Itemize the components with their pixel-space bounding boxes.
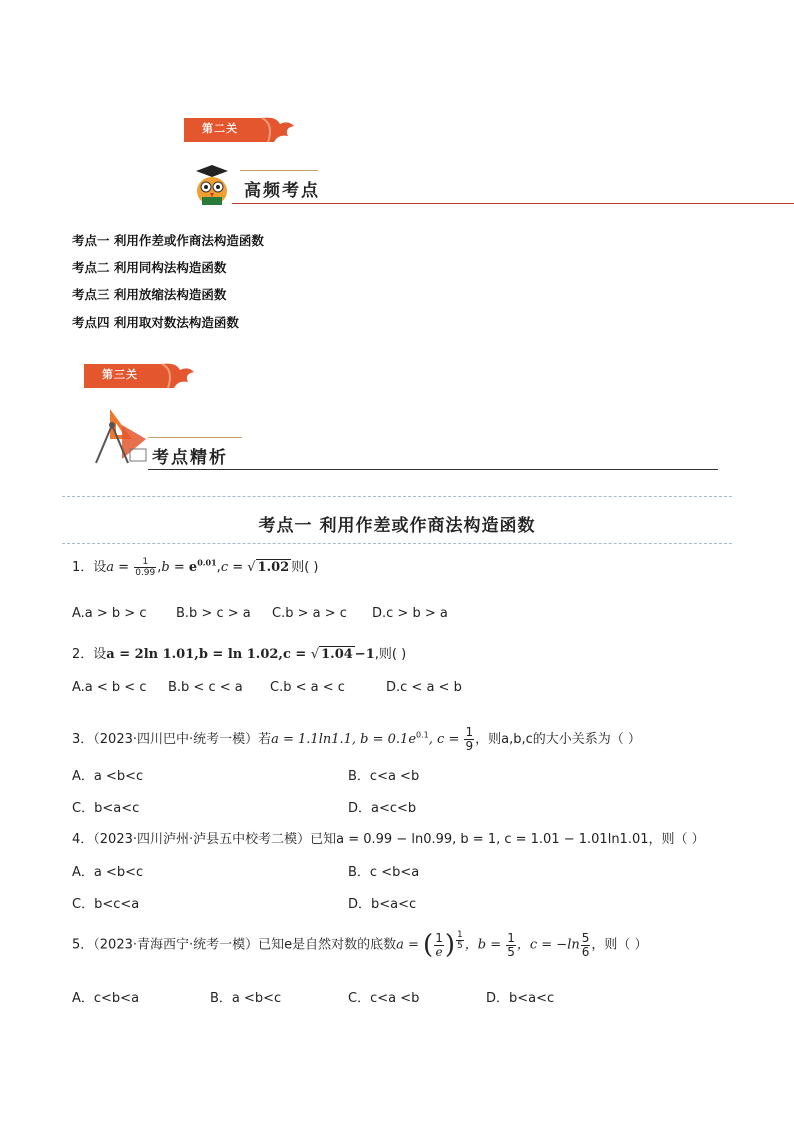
q5-option-d[interactable]: D．b<a<c — [486, 991, 555, 1006]
kaodian-item-1: 考点一 利用作差或作商法构造函数 — [72, 233, 264, 248]
analysis-title: 考点精析 — [152, 448, 228, 468]
level2-label: 第二关 — [202, 122, 238, 135]
question-5: 5．（2023·青海西宁·统考一模）已知e是自然对数的底数a = ( $\frac{1}{e}$ ) $^{\frac{1}{5}}$ ，b = $\frac{1}{5}$ ，c = −ln $\frac{5}{6}$ ，则（ ） — [72, 930, 648, 960]
q3-option-b[interactable]: B．c<a <b — [348, 769, 420, 784]
q2-option-b[interactable]: B.b < c < a — [168, 680, 243, 695]
level3-label: 第三关 — [102, 368, 138, 381]
q3-option-c[interactable]: C．b<a<c — [72, 801, 140, 816]
q4-option-d[interactable]: D．b<a<c — [348, 897, 417, 912]
high-freq-rule — [232, 203, 794, 204]
analysis-top-line — [148, 437, 242, 438]
q4-option-c[interactable]: C．b<c<a — [72, 897, 140, 912]
q1-option-b[interactable]: B.b > c > a — [176, 606, 251, 621]
q5-option-a[interactable]: A．c<b<a — [72, 991, 140, 1006]
level3-ribbon — [84, 360, 199, 390]
header-top-line — [240, 170, 318, 171]
q1-option-c[interactable]: C.b > a > c — [272, 606, 347, 621]
q2-option-d[interactable]: D.c < a < b — [386, 680, 462, 695]
section-title: 考点一 利用作差或作商法构造函数 — [258, 516, 536, 536]
section-dash-bottom — [62, 543, 732, 544]
section-dash-top — [62, 496, 732, 497]
q3-option-a[interactable]: A．a <b<c — [72, 769, 144, 784]
q4-option-a[interactable]: A．a <b<c — [72, 865, 144, 880]
q3-option-d[interactable]: D．a<c<b — [348, 801, 417, 816]
q4-option-b[interactable]: B．c <b<a — [348, 865, 420, 880]
owl-icon — [190, 163, 234, 211]
analysis-rule — [148, 469, 718, 470]
kaodian-item-2: 考点二 利用同构法构造函数 — [72, 260, 227, 275]
kaodian-item-4: 考点四 利用取对数法构造函数 — [72, 315, 239, 330]
question-3: 3．（2023·四川巴中·统考一模）若a = 1.1ln1.1, $b = 0.1e^{0.1}$, c = $\frac{1}{9}$ ，则a,b,c的大小关系为（ ） — [72, 725, 641, 753]
high-freq-title: 高频考点 — [244, 181, 320, 201]
q2-option-c[interactable]: C.b < a < c — [270, 680, 345, 695]
level2-ribbon — [184, 114, 299, 144]
kaodian-item-3: 考点三 利用放缩法构造函数 — [72, 287, 227, 302]
question-2: 2．设a = 2ln 1.01,b = ln 1.02,c = √ 1.04 −1,则( ) — [72, 647, 407, 662]
q2-option-a[interactable]: A.a < b < c — [72, 680, 147, 695]
q5-option-c[interactable]: C．c<a <b — [348, 991, 420, 1006]
q5-option-b[interactable]: B．a <b<c — [210, 991, 282, 1006]
question-1: 1．设a = $\frac{1}{0.99}$ $,b = e^{0.01},c$ = √ 1.02 则( ) — [72, 557, 319, 578]
q1-option-a[interactable]: A.a > b > c — [72, 606, 147, 621]
ruler-compass-icon — [92, 405, 150, 471]
question-4: 4．（2023·四川泸州·泸县五中校考二模）已知a = 0.99 − ln0.99, b = 1, c = 1.01 − 1.01ln1.01，则（ ） — [72, 832, 705, 847]
q1-option-d[interactable]: D.c > b > a — [372, 606, 448, 621]
